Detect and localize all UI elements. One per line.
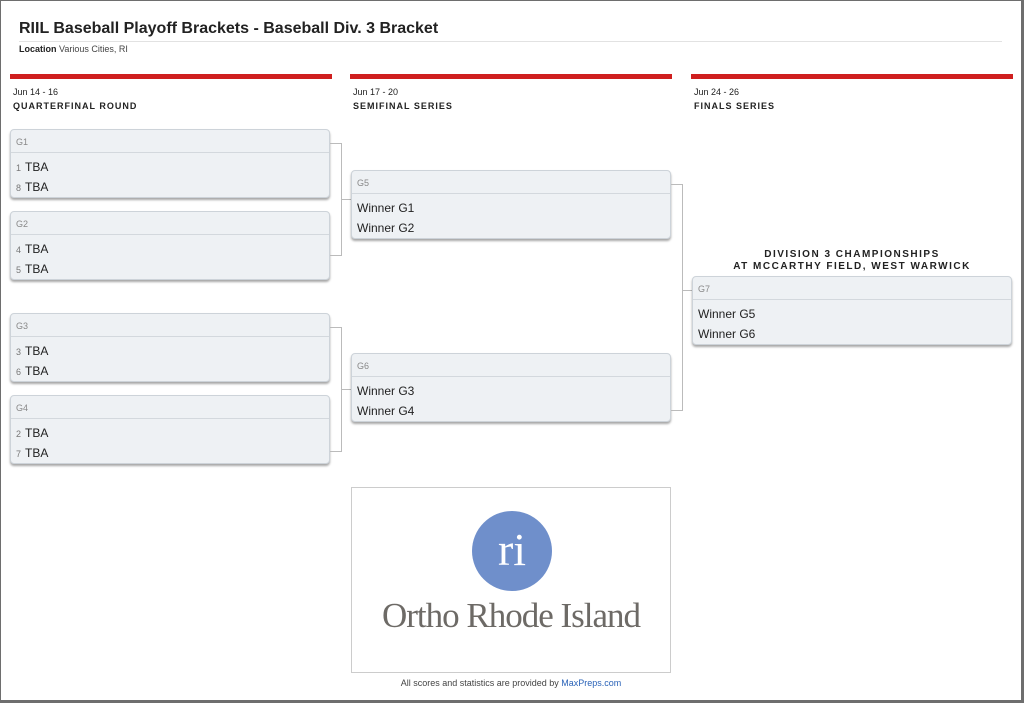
- bracket-connector: [671, 184, 683, 411]
- team-name: TBA: [25, 160, 49, 174]
- team-row[interactable]: [11, 259, 329, 279]
- team-seed: 5: [16, 265, 22, 275]
- team-seed: 4: [16, 245, 22, 255]
- team-row[interactable]: [352, 218, 670, 238]
- round-bar: [350, 74, 672, 79]
- team-name: TBA: [25, 180, 49, 194]
- team-name: TBA: [25, 242, 49, 256]
- page-title: RIIL Baseball Playoff Brackets - Baseball Div. 3 Bracket: [19, 20, 439, 37]
- team-name: TBA: [25, 344, 49, 358]
- team-name: Winner G4: [357, 404, 415, 418]
- team-row[interactable]: [352, 198, 670, 218]
- team-seed: 7: [16, 449, 22, 459]
- team-row[interactable]: [11, 239, 329, 259]
- team-name: Winner G5: [698, 307, 756, 321]
- game-g1[interactable]: [10, 129, 330, 198]
- team-row[interactable]: [352, 401, 670, 421]
- round-quarterfinal: [10, 74, 332, 111]
- game-g2[interactable]: [10, 211, 330, 280]
- round-finals: [691, 74, 1013, 111]
- team-row[interactable]: [693, 304, 1011, 324]
- team-row[interactable]: [11, 341, 329, 361]
- team-row[interactable]: [693, 324, 1011, 344]
- game-g3[interactable]: [10, 313, 330, 382]
- championship-label: [692, 249, 1012, 273]
- round-dates: Jun 24 - 26: [694, 87, 740, 97]
- team-name: Winner G3: [357, 384, 415, 398]
- round-name: QUARTERFINAL ROUND: [13, 101, 138, 111]
- team-name: Winner G1: [357, 201, 415, 215]
- team-name: TBA: [25, 364, 49, 378]
- team-seed: 1: [16, 163, 22, 173]
- team-name: TBA: [25, 446, 49, 460]
- ortho-ri-logo-icon: ri: [472, 511, 552, 591]
- team-name: TBA: [25, 262, 49, 276]
- team-row[interactable]: [11, 423, 329, 443]
- round-name: FINALS SERIES: [694, 101, 776, 111]
- team-seed: 3: [16, 347, 22, 357]
- location-label: Location: [19, 44, 57, 54]
- game-id: G4: [11, 396, 329, 419]
- bracket-connector: [330, 327, 342, 452]
- game-g5[interactable]: [351, 170, 671, 239]
- round-dates: Jun 14 - 16: [13, 87, 59, 97]
- team-seed: 6: [16, 367, 22, 377]
- team-seed: 2: [16, 429, 22, 439]
- footer-credit: [0, 678, 1022, 688]
- bracket-connector: [330, 143, 342, 256]
- game-id: G5: [352, 171, 670, 194]
- team-seed: 8: [16, 183, 22, 193]
- championship-line-2: AT MCCARTHY FIELD, WEST WARWICK: [733, 261, 971, 272]
- team-row[interactable]: [11, 157, 329, 177]
- team-row[interactable]: [11, 443, 329, 463]
- team-name: TBA: [25, 426, 49, 440]
- round-dates: Jun 17 - 20: [353, 87, 399, 97]
- game-id: G2: [11, 212, 329, 235]
- footer-text: All scores and statistics are provided by: [400, 678, 559, 688]
- round-name: SEMIFINAL SERIES: [353, 101, 453, 111]
- game-g6[interactable]: [351, 353, 671, 422]
- game-g7[interactable]: [692, 276, 1012, 345]
- location-line: [19, 44, 128, 54]
- team-row[interactable]: [11, 177, 329, 197]
- location-value: Various Cities, RI: [59, 44, 128, 54]
- team-name: Winner G2: [357, 221, 415, 235]
- team-name: Winner G6: [698, 327, 756, 341]
- round-bar: [10, 74, 332, 79]
- round-bar: [691, 74, 1013, 79]
- game-id: G3: [11, 314, 329, 337]
- maxpreps-link[interactable]: MaxPreps.com: [561, 678, 622, 688]
- round-semifinal: [350, 74, 672, 111]
- title-divider: [19, 41, 1002, 42]
- team-row[interactable]: [352, 381, 670, 401]
- game-id: G7: [693, 277, 1011, 300]
- team-row[interactable]: [11, 361, 329, 381]
- game-id: G6: [352, 354, 670, 377]
- game-g4[interactable]: [10, 395, 330, 464]
- sponsor-name: Ortho Rhode Island: [381, 596, 641, 635]
- championship-line-1: DIVISION 3 CHAMPIONSHIPS: [764, 249, 940, 260]
- game-id: G1: [11, 130, 329, 153]
- sponsor-ad[interactable]: [351, 487, 671, 673]
